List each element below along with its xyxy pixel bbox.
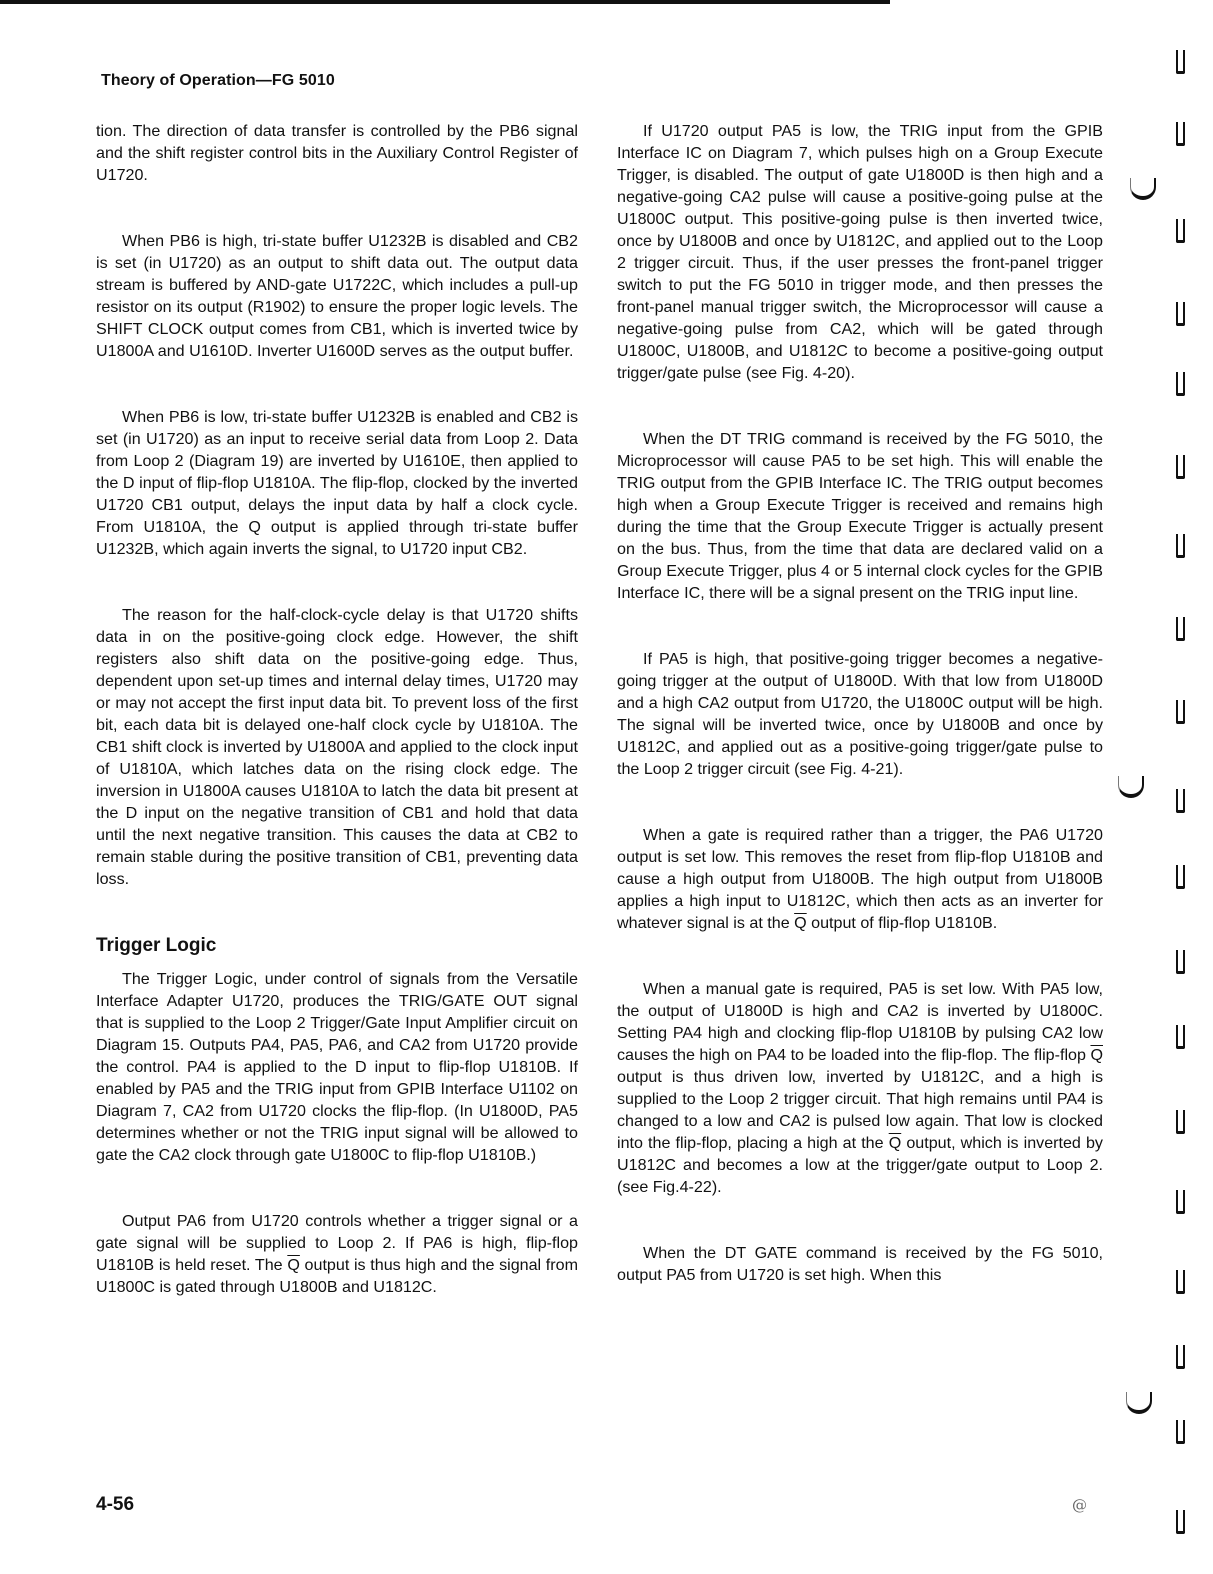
binder-hole-mark bbox=[1176, 219, 1185, 243]
binder-hole-mark bbox=[1176, 700, 1185, 724]
right-column bbox=[617, 120, 1103, 1286]
right-paragraph-1: If U1720 output PA5 is low, the TRIG input from the GPIB Interface IC on Diagram 7, which pulses high on a Group Execute Trigger, is disabled. The output of gate U1800D is then high and a negative-going CA2 pulse will cause a positive-going pulse at the U1800C output. This positive-going pulse is then inverted twice, once by U1800B and once by U1812C, and applied out to the Loop 2 trigger circuit. Thus, if the user presses the front-panel trigger switch to put the FG 5010 in trigger mode, and then presses the front-panel manual trigger switch, the Microprocessor will cause a negative-going pulse from CA2, which will be gated through U1800C, U1800B, and U1812C to become a positive-going output trigger/gate pulse (see Fig. 4-20). bbox=[617, 122, 1103, 382]
binder-hole-mark bbox=[1176, 302, 1185, 326]
binder-hole-mark bbox=[1176, 122, 1185, 146]
q-bar-symbol: $\overline{Q}$ bbox=[888, 1134, 902, 1152]
text-run: When a gate is required rather than a trigger, the PA6 U1720 output is set low. This removes the reset from flip-flop U1810B and cause a high output from U1800B. The high output from U1800B applies a high input to U1812C, which then acts as an inverter for whatever signal is at the bbox=[617, 826, 1103, 932]
spacer bbox=[617, 604, 1103, 648]
binder-curve-mark bbox=[1130, 178, 1156, 200]
spacer bbox=[617, 384, 1103, 428]
binder-hole-mark bbox=[1176, 865, 1185, 889]
q-bar-symbol: $\overline{Q}$ bbox=[287, 1256, 300, 1274]
left-paragraph-3: When PB6 is low, tri-state buffer U1232B is enabled and CB2 is set (in U1720) as an input to receive serial data from Loop 2. Data from Loop 2 (Diagram 19) are inverted by U1610E, then applied to the D input of flip-flop U1810A. The flip-flop, clocked by the inverted U1720 CB1 output, delays the input data by half a clock cycle. From U1810A, the Q output is applied through tri-state buffer U1232B, which again inverts the signal, to U1720 input CB2. bbox=[96, 408, 578, 558]
left-column bbox=[96, 120, 578, 1298]
binder-curve-mark bbox=[1126, 1392, 1152, 1414]
spacer bbox=[96, 186, 578, 230]
section-heading-trigger-logic: Trigger Logic bbox=[96, 935, 217, 956]
binder-hole-mark bbox=[1176, 1190, 1185, 1214]
q-bar-symbol: $\overline{Q}$ bbox=[794, 914, 807, 932]
binder-hole-mark bbox=[1176, 1420, 1185, 1444]
top-rule bbox=[0, 0, 890, 4]
spacer bbox=[96, 1166, 578, 1210]
running-header: Theory of Operation—FG 5010 bbox=[101, 72, 335, 89]
right-paragraph-2: When the DT TRIG command is received by the FG 5010, the Microprocessor will cause PA5 to be set high. This will enable the TRIG output from the GPIB Interface IC. The TRIG output becomes high when a Group Execute Trigger is received and remains high during the time that the Group Execute Trigger is actually present on the bus. Thus, from the time that data are declared valid on a Group Execute Trigger, plus 4 or 5 internal clock cycles for the GPIB Interface IC, there will be a signal present on the TRIG input line. bbox=[617, 430, 1103, 602]
text-run: output, which is inverted by U1812C and becomes a low at the trigger/gate output to Loop 2. (see Fig.4-22). bbox=[617, 1134, 1103, 1196]
left-paragraph-5: The Trigger Logic, under control of signals from the Versatile Interface Adapter U1720, produces the TRIG/GATE OUT signal that is supplied to the Loop 2 Trigger/Gate Input Amplifier circuit on Diagram 15. Outputs PA4, PA5, PA6, and CA2 from U1720 provide the control. PA4 is applied to the D input to flip-flop U1810B. If enabled by PA5 and the TRIG input from GPIB Interface U1102 on Diagram 7, CA2 from U1720 clocks the flip-flop. (In U1800D, PA5 determines whether or not the TRIG input signal will be allowed to gate the CA2 clock through gate U1800C to flip-flop U1810B.) bbox=[96, 970, 578, 1164]
binder-hole-mark bbox=[1176, 617, 1185, 641]
binder-hole-mark bbox=[1176, 1270, 1185, 1294]
text-run: When a manual gate is required, PA5 is set low. With PA5 low, the output of U1800D is high and CA2 is inverted by U1800C. Setting PA4 high and clocking flip-flop U1810B by pulsing CA2 low causes the high on PA4 to be loaded into the flip-flop. The flip-flop bbox=[617, 980, 1103, 1064]
binder-hole-mark bbox=[1176, 1025, 1185, 1049]
text-run: output of flip-flop U1810B. bbox=[806, 914, 998, 932]
binder-hole-mark bbox=[1176, 50, 1185, 74]
text-run: output is thus driven low, inverted by U1812C, and a high is supplied to the Loop 2 trigger circuit. That high remains until PA4 is changed to a low and CA2 is pulsed low again. That low is clocked into the flip-flop, placing a high at the bbox=[617, 1068, 1103, 1152]
spacer bbox=[617, 1198, 1103, 1242]
binder-hole-mark bbox=[1176, 789, 1185, 813]
left-paragraph-1: tion. The direction of data transfer is controlled by the PB6 signal and the shift register control bits in the Auxiliary Control Register of U1720. bbox=[96, 122, 578, 184]
text-run: Output PA6 from U1720 controls whether a trigger signal or a gate signal will be supplied to Loop 2. If PA6 is high, flip-flop U1810B is held reset. The bbox=[96, 1212, 578, 1274]
spacer bbox=[96, 890, 578, 934]
right-paragraph-4 bbox=[617, 824, 1103, 934]
binder-hole-mark bbox=[1176, 1345, 1185, 1369]
footer-mark: @ bbox=[1072, 1496, 1087, 1514]
right-paragraph-3: If PA5 is high, that positive-going trigger becomes a negative-going trigger at the output of U1800D. With that low from U1800D and a high CA2 output from U1720, the U1800C output will be high. The signal will be inverted twice, once by U1800B and once by U1812C, and applied out as a positive-going trigger/gate pulse to the Loop 2 trigger circuit (see Fig. 4-21). bbox=[617, 650, 1103, 778]
left-paragraph-6 bbox=[96, 1210, 578, 1298]
binder-hole-mark bbox=[1176, 950, 1185, 974]
spacer bbox=[617, 780, 1103, 824]
spacer bbox=[96, 362, 578, 406]
binder-hole-mark bbox=[1176, 1510, 1185, 1534]
page-number: 4-56 bbox=[96, 1494, 135, 1515]
spacer bbox=[617, 934, 1103, 978]
q-bar-symbol: $\overline{Q}$ bbox=[1090, 1046, 1103, 1064]
binder-hole-mark bbox=[1176, 372, 1185, 396]
spacer bbox=[96, 560, 578, 604]
right-paragraph-6: When the DT GATE command is received by the FG 5010, output PA5 from U1720 is set high. When this bbox=[617, 1244, 1103, 1284]
left-paragraph-2: When PB6 is high, tri-state buffer U1232B is disabled and CB2 is set (in U1720) as an output to shift data out. The output data stream is buffered by AND-gate U1722C, which includes a pull-up resistor on its output (R1902) to ensure the proper logic levels. The SHIFT CLOCK output comes from CB1, which is inverted twice by U1800A and U1610D. Inverter U1600D serves as the output buffer. bbox=[96, 232, 578, 360]
left-paragraph-4: The reason for the half-clock-cycle delay is that U1720 shifts data in on the positive-going clock edge. However, the shift registers also shift data on the positive-going edge. Thus, dependent upon set-up times and internal delay times, U1720 may or may not accept the first input data bit. To prevent loss of the first bit, each data bit is delayed one-half clock cycle by U1810A. The CB1 shift clock is inverted by U1800A and applied to the clock input of U1810A, which latches data on the rising clock edge. The inversion in U1800A causes U1810A to latch the data bit present at the D input on the negative transition of CB1 and hold that data until the next negative transition. This causes the data at CB2 to remain stable during the positive transition of CB1, preventing data loss. bbox=[96, 606, 578, 888]
binder-curve-mark bbox=[1118, 776, 1144, 798]
binder-hole-mark bbox=[1176, 1110, 1185, 1134]
binder-hole-mark bbox=[1176, 455, 1185, 479]
right-paragraph-5 bbox=[617, 978, 1103, 1198]
text-run: output is thus high and the signal from U1800C is gated through U1800B and U1812C. bbox=[96, 1256, 578, 1296]
binder-hole-mark bbox=[1176, 534, 1185, 558]
